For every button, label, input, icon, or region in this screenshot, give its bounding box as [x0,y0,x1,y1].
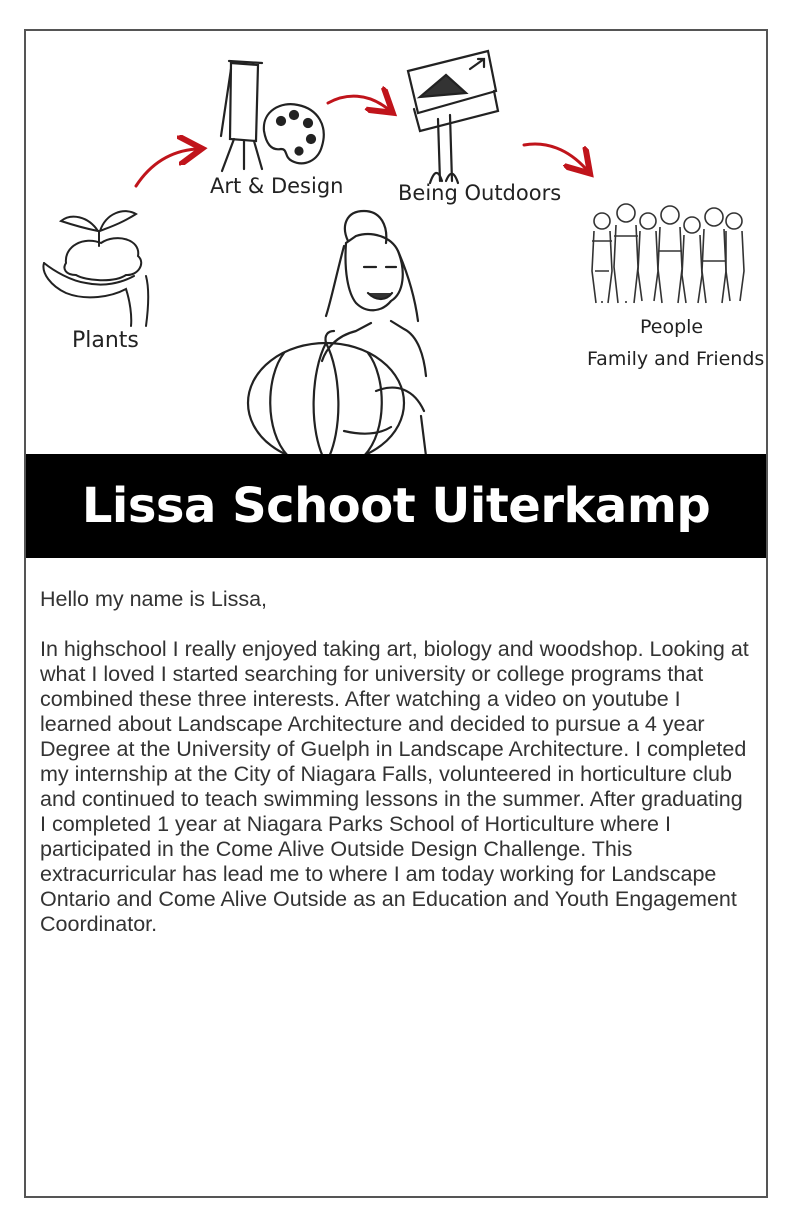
label-people: People [640,316,704,338]
people-group-icon [592,204,744,303]
palette-icon [264,104,324,163]
label-art-design: Art & Design [210,174,344,198]
easel-icon [221,61,262,171]
bio-greeting: Hello my name is Lissa, [40,587,268,611]
tent-sign-icon [408,51,498,183]
bio-body: In highschool I really enjoyed taking art, biology and woodshop. Looking at what I loved I started searching for university or college programs that combined these three interests. After watching a video on youtube I learned about Landscape Architecture and decided to pursue a 4 year Degree at the University of Guelph in Landscape Architecture. I completed my internship at the City of Niagara Falls, volunteered in horticulture club and continued to teach swimming lessons in the summer. After graduating I completed 1 year at Niagara Parks School of Horticulture where I participated in the Come Alive Outside Design Challenge. This extracurricular has lead me to where I am today working for Landscape Ontario and Come Alive Outside as an Education and Youth Engagement Coordinator. [40,637,749,936]
woman-with-pumpkin-icon [248,211,426,456]
bio-section [40,587,752,937]
arrow-icon [136,96,586,186]
label-plants: Plants [72,328,139,353]
label-family-friends: Family and Friends [587,348,765,370]
interests-illustration [26,31,766,456]
plant-in-hand-icon [43,211,148,326]
illustration-drawing [26,31,766,456]
person-name: Lissa Schoot Uiterkamp [81,478,711,534]
name-banner [26,454,766,558]
label-being-outdoors: Being Outdoors [398,181,562,205]
profile-card [24,29,768,1198]
